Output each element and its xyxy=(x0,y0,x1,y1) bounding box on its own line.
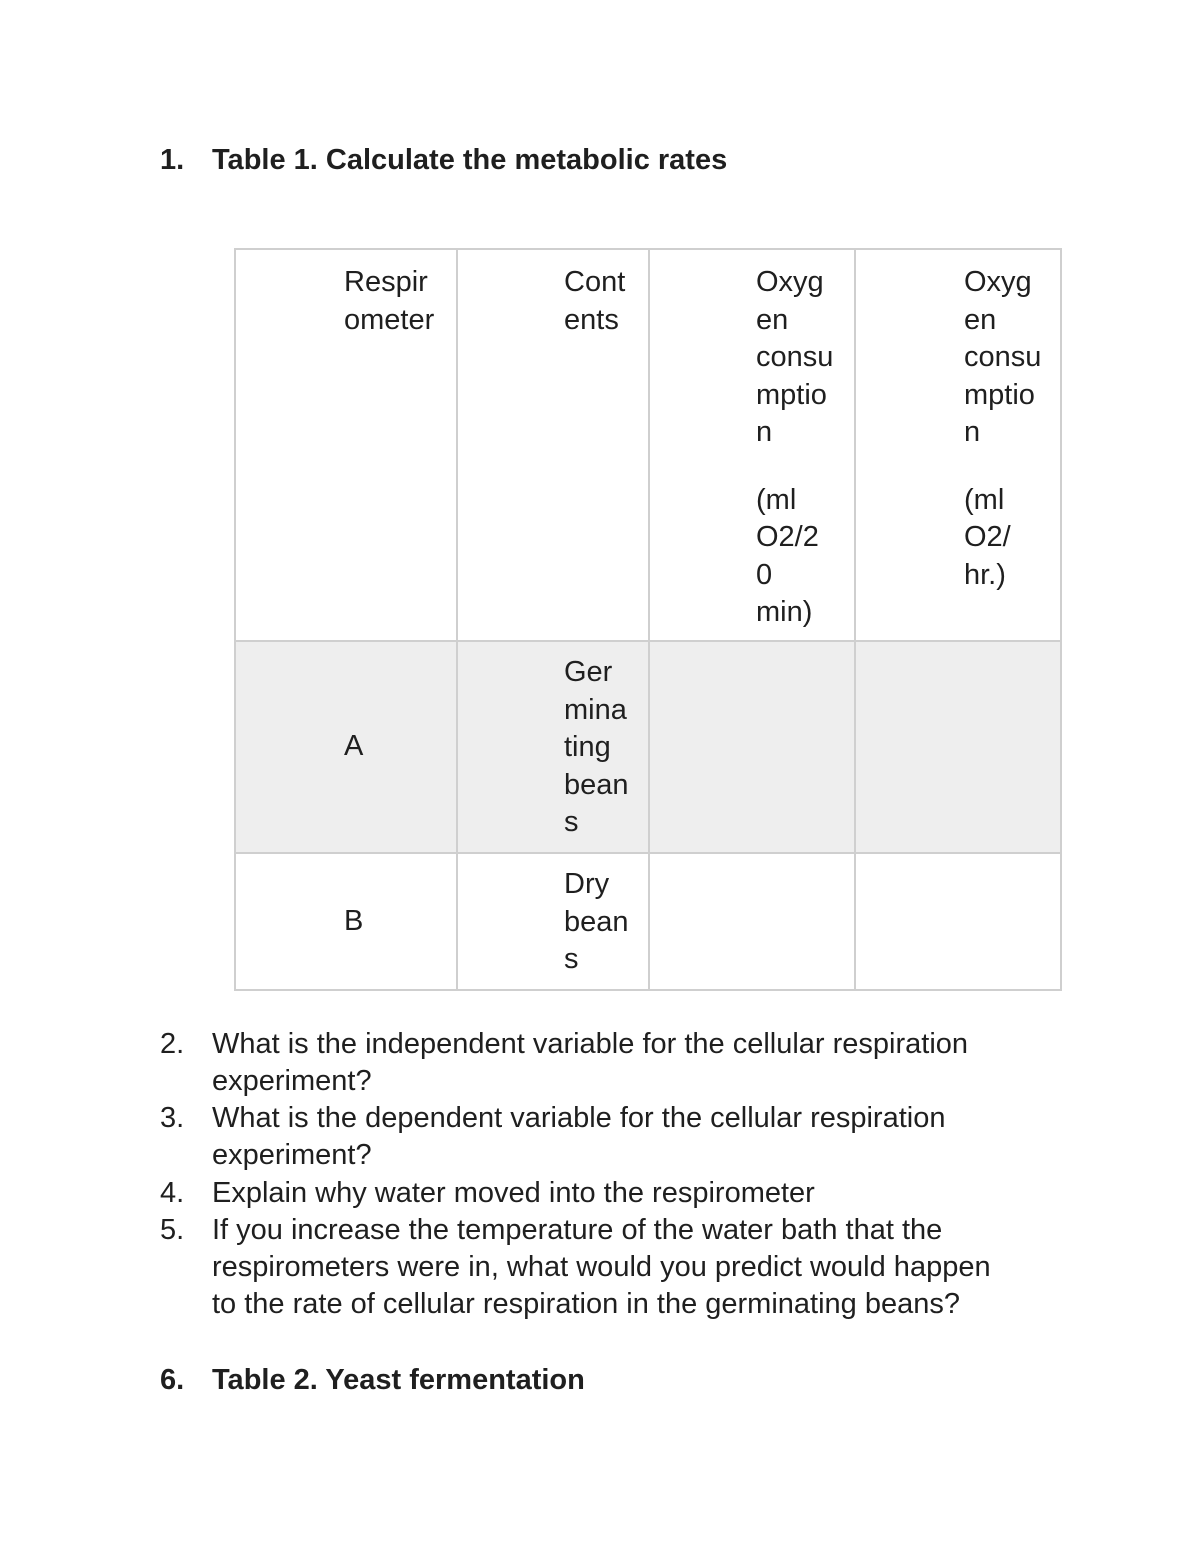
table-header-row xyxy=(235,249,1061,641)
q4-number: 4. xyxy=(160,1177,185,1209)
header-unit: (ml xyxy=(756,483,797,516)
header-text: n xyxy=(964,416,981,448)
oxygen-hr-value xyxy=(856,854,1060,868)
header-unit: O2/ xyxy=(964,521,1011,553)
cell-respirometer xyxy=(235,641,457,853)
header-respirometer xyxy=(235,249,457,641)
q5-number: 5. xyxy=(160,1214,185,1246)
q3-number: 3. xyxy=(160,1102,185,1134)
q5-text xyxy=(212,1212,991,1323)
table-row xyxy=(235,641,1061,853)
contents-text: ting xyxy=(564,731,611,763)
q1-title: Table 1. Calculate the metabolic rates xyxy=(212,144,728,176)
metabolic-rates-table xyxy=(234,248,1062,991)
question-line: experiment? xyxy=(212,1139,372,1171)
header-text: Cont xyxy=(564,266,626,298)
contents-text: s xyxy=(564,806,579,838)
header-contents xyxy=(457,249,649,641)
header-unit: 0 xyxy=(756,558,773,591)
header-text: ometer xyxy=(344,303,435,336)
header-text: en xyxy=(756,303,789,336)
q4-text xyxy=(212,1175,815,1212)
contents-text: s xyxy=(564,943,579,975)
q6-number: 6. xyxy=(160,1364,185,1396)
q6-title: Table 2. Yeast fermentation xyxy=(212,1364,585,1396)
header-text: Oxyg xyxy=(964,266,1032,298)
contents-text: mina xyxy=(564,693,627,726)
question-line: respirometers were in, what would you predict would happen xyxy=(212,1251,991,1283)
q2-text xyxy=(212,1026,968,1100)
cell-oxygen-hr[interactable] xyxy=(855,641,1061,853)
contents-text: Dry xyxy=(564,868,610,900)
question-line: to the rate of cellular respiration in the germinating beans? xyxy=(212,1288,960,1320)
oxygen-hr-value xyxy=(856,642,1060,656)
header-unit: (ml xyxy=(964,483,1005,516)
header-unit: O2/2 xyxy=(756,521,819,553)
oxygen-20min-value xyxy=(650,854,854,868)
question-line: Explain why water moved into the respirometer xyxy=(212,1177,815,1209)
q3-text xyxy=(212,1100,945,1174)
q1-number: 1. xyxy=(160,144,185,176)
question-line: If you increase the temperature of the water bath that the xyxy=(212,1214,943,1246)
header-text: consu xyxy=(964,341,1042,373)
header-text: mptio xyxy=(964,378,1035,411)
question-line: What is the dependent variable for the cellular respiration xyxy=(212,1102,946,1134)
q2-number: 2. xyxy=(160,1028,185,1060)
table-row xyxy=(235,853,1061,990)
header-text: n xyxy=(756,416,773,448)
contents-text: bean xyxy=(564,905,629,938)
header-text: Oxyg xyxy=(756,266,824,298)
cell-contents xyxy=(457,853,649,990)
contents-text: bean xyxy=(564,768,629,801)
contents-text: Ger xyxy=(564,656,613,688)
cell-contents xyxy=(457,641,649,853)
header-unit: hr.) xyxy=(964,558,1006,591)
respirometer-label: A xyxy=(344,730,364,763)
header-text: mptio xyxy=(756,378,827,411)
cell-oxygen-hr[interactable] xyxy=(855,853,1061,990)
oxygen-20min-value xyxy=(650,642,854,656)
respirometer-label: B xyxy=(344,904,364,937)
header-oxygen-hr xyxy=(855,249,1061,641)
question-line: experiment? xyxy=(212,1065,372,1097)
header-text: Respir xyxy=(344,266,428,298)
cell-oxygen-20min[interactable] xyxy=(649,641,855,853)
header-text: en xyxy=(964,303,997,336)
header-text: ents xyxy=(564,303,619,336)
cell-oxygen-20min[interactable] xyxy=(649,853,855,990)
header-text: consu xyxy=(756,341,834,373)
header-unit: min) xyxy=(756,596,813,628)
header-oxygen-20min xyxy=(649,249,855,641)
cell-respirometer xyxy=(235,853,457,990)
question-line: What is the independent variable for the cellular respiration xyxy=(212,1028,969,1060)
